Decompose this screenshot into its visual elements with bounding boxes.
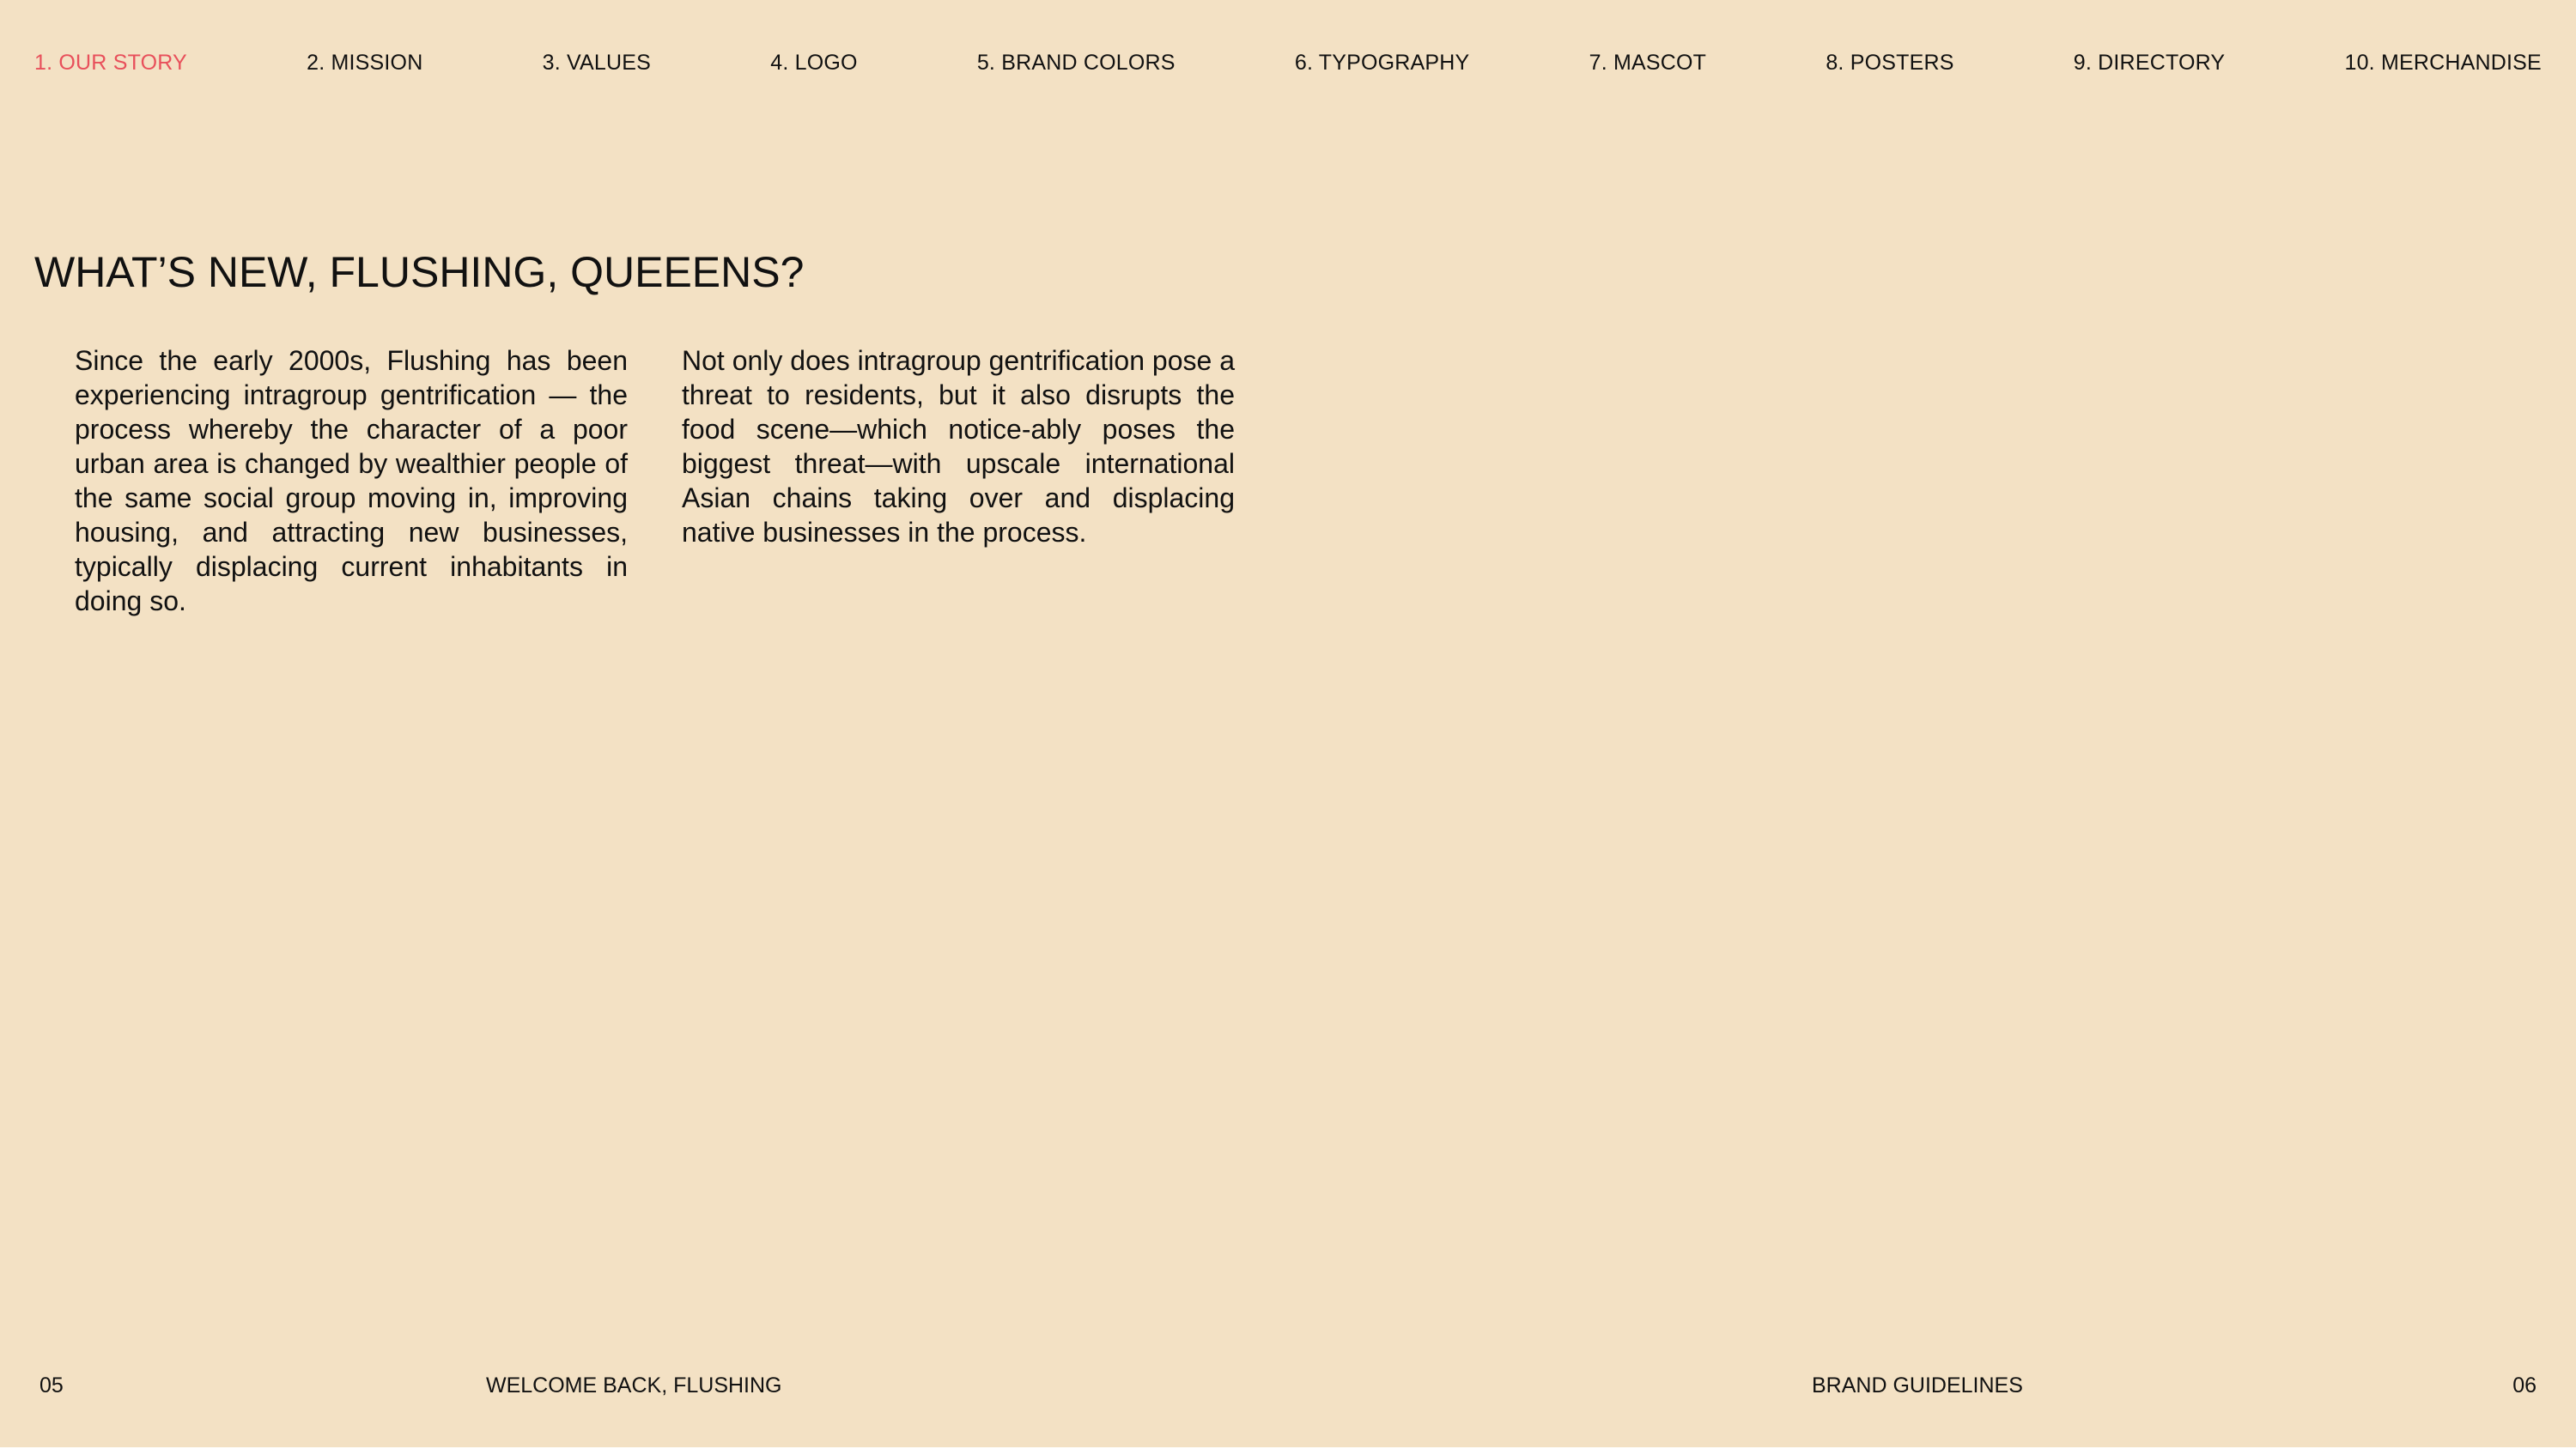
nav-item-merchandise[interactable]: 10. MERCHANDISE (2344, 50, 2542, 75)
body-column-left: Since the early 2000s, Flushing has been experiencing intragroup gentrification — the process whereby the character of a poor urban area is changed by wealthier people of the same social group moving in, improving housing, and attracting new businesses, typically displacing current inhabitants in doing so. (75, 345, 628, 616)
nav-item-mascot[interactable]: 7. MASCOT (1589, 50, 1707, 75)
footer-page-number-left: 05 (39, 1373, 64, 1397)
footer-title-left: WELCOME BACK, FLUSHING (486, 1373, 782, 1397)
nav-item-directory[interactable]: 9. DIRECTORY (2073, 50, 2226, 75)
nav-item-brand-colors[interactable]: 5. BRAND COLORS (976, 50, 1176, 75)
page-title: WHAT’S NEW, FLUSHING, QUEEENS? (34, 248, 805, 296)
nav-item-typography[interactable]: 6. TYPOGRAPHY (1294, 50, 1470, 75)
body-column-right: Not only does intragroup gentrification pose a threat to residents, but it also disrupts the food scene—which notice-ably poses the biggest threat—with upscale international Asian chains taking over and displacing native businesses in the process. (682, 345, 1235, 548)
nav-item-posters[interactable]: 8. POSTERS (1826, 50, 1954, 75)
nav-item-values[interactable]: 3. VALUES (542, 50, 652, 75)
nav-item-logo[interactable]: 4. LOGO (770, 50, 858, 75)
footer-title-right: BRAND GUIDELINES (1812, 1373, 2023, 1397)
footer-page-number-right: 06 (2512, 1373, 2537, 1397)
nav-item-mission[interactable]: 2. MISSION (307, 50, 423, 75)
nav-item-our-story[interactable]: 1. OUR STORY (34, 50, 187, 75)
top-navigation (34, 48, 2542, 77)
